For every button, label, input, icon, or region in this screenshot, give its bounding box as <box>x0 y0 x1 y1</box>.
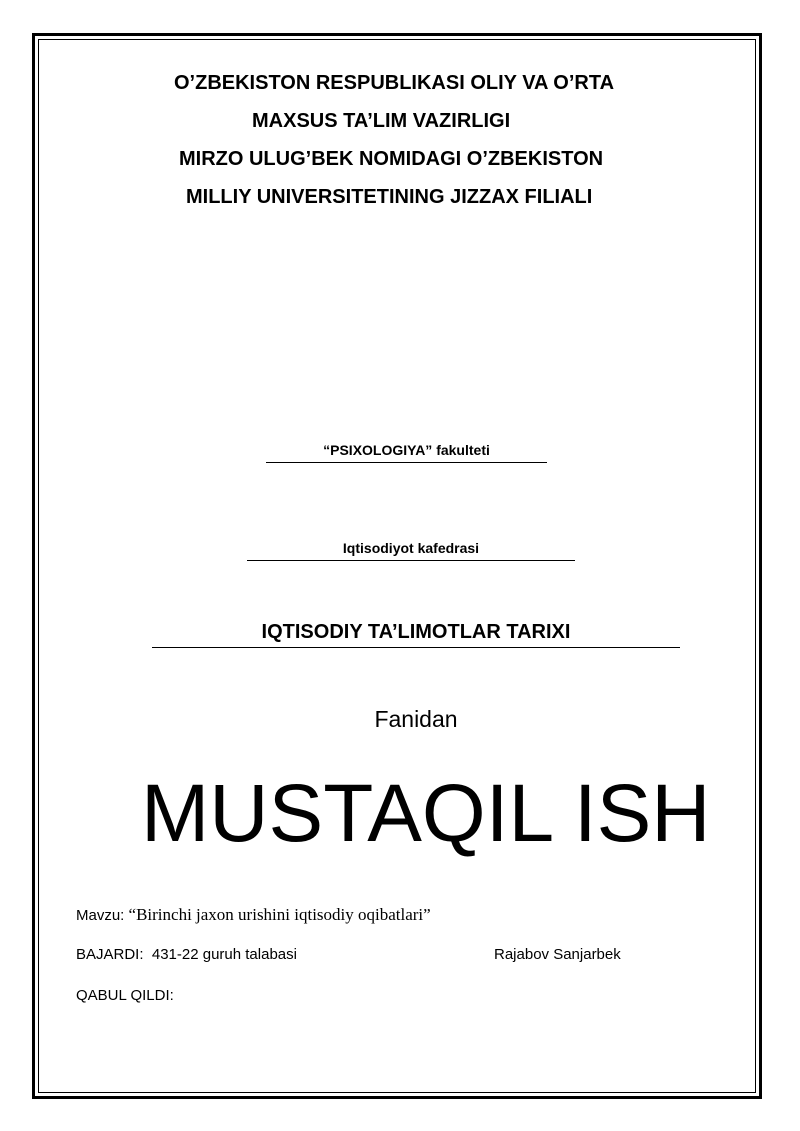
topic-line <box>76 905 431 926</box>
performed-by-line <box>76 945 297 965</box>
subject-suffix: Fanidan <box>374 706 458 732</box>
student-name: Rajabov Sanjarbek <box>494 946 621 963</box>
ministry-title-line1: O’ZBEKISTON RESPUBLIKASI OLIY VA O’RTA <box>174 72 615 94</box>
subject-title: IQTISODIY TA’LIMOTLAR TARIXI <box>152 619 680 648</box>
faculty-name: “PSIXOLOGIYA” fakulteti <box>266 440 547 463</box>
student-group: 431-22 guruh talabasi <box>151 946 297 963</box>
department-name: Iqtisodiyot kafedrasi <box>247 538 575 561</box>
performed-by-label: BAJARDI: <box>76 946 144 963</box>
topic-value: “Birinchi jaxon urishini iqtisodiy oqibatlari” <box>128 905 431 924</box>
accepted-by-label: QABUL QILDI: <box>76 987 174 1004</box>
document-type-title: MUSTAQIL ISH <box>141 768 711 859</box>
university-title-line1: MIRZO ULUG’BEK NOMIDAGI O’ZBEKISTON <box>179 148 604 170</box>
university-title-line2: MILLIY UNIVERSITETINING JIZZAX FILIALI <box>186 186 593 208</box>
ministry-title-line2: MAXSUS TA’LIM VAZIRLIGI <box>252 110 511 132</box>
topic-label: Mavzu: <box>76 907 125 924</box>
